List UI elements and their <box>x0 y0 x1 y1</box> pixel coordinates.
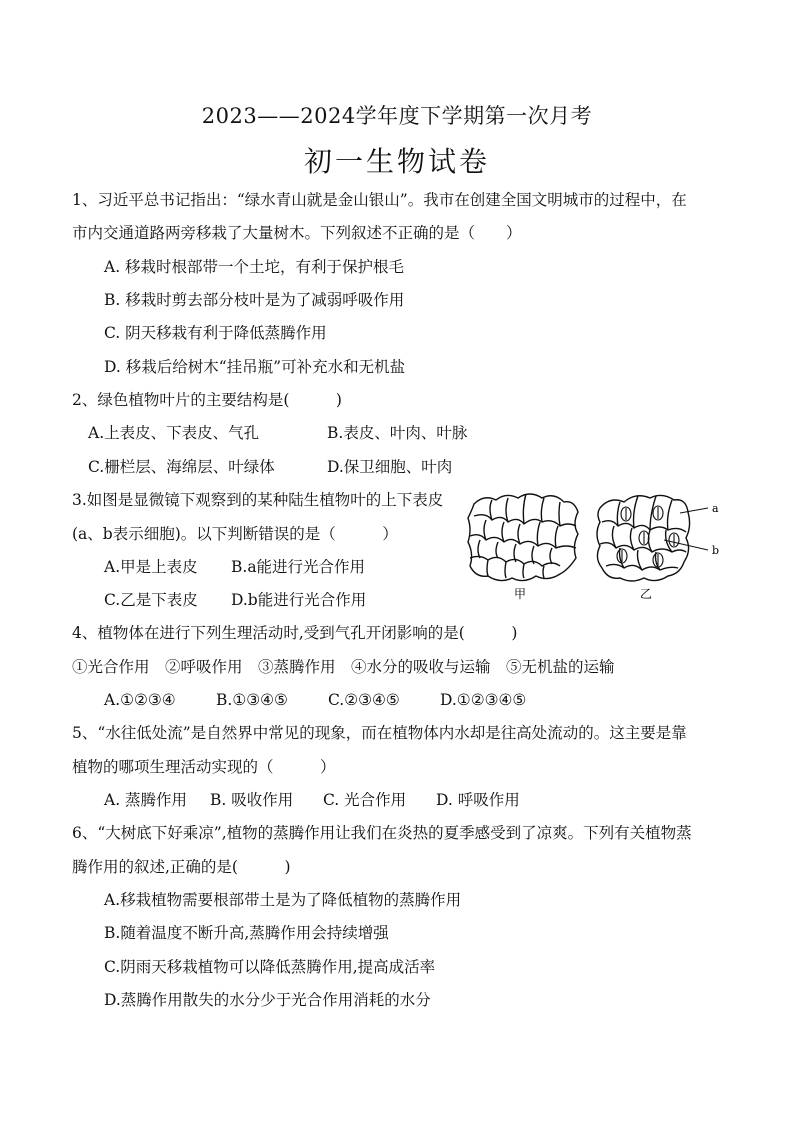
q6-option-a: A.移栽植物需要根部带土是为了降低植物的蒸腾作用 <box>104 891 462 909</box>
q1-option-c: C. 阴天移栽有利于降低蒸腾作用 <box>104 324 327 342</box>
q3-stem-line1: 3.如图是显微镜下观察到的某种陆生植物叶的上下表皮 <box>72 491 444 509</box>
q6-option-d: D.蒸腾作用散失的水分少于光合作用消耗的水分 <box>104 991 431 1009</box>
exam-title: 2023——2024学年度下学期第一次月考 <box>201 104 593 128</box>
q6-option-c: C.阴雨天移栽植物可以降低蒸腾作用,提高成活率 <box>104 958 436 976</box>
q5-option-b: B. 吸收作用 <box>210 791 294 809</box>
q2-option-d: D.保卫细胞、叶肉 <box>327 458 453 476</box>
q5-option-d: D. 呼吸作用 <box>436 791 520 809</box>
figure-label-yi: 乙 <box>639 587 653 601</box>
q1-stem-line2: 市内交通道路两旁移栽了大量树木。下列叙述不正确的是（ ） <box>72 224 522 242</box>
q3-option-c: C.乙是下表皮 <box>104 591 198 609</box>
upper-epidermis-cells <box>468 494 578 581</box>
q1-option-a: A. 移栽时根部带一个土坨，有利于保护根毛 <box>104 258 405 276</box>
q2-option-a: A.上表皮、下表皮、气孔 <box>88 424 260 442</box>
lower-epidermis-cells <box>597 495 690 581</box>
q5-stem-line1: 5、“水往低处流”是自然界中常见的现象，而在植物体内水却是往高处流动的。这主要是靠 <box>72 724 687 742</box>
figure-label-jia: 甲 <box>513 587 527 601</box>
q2-option-b: B.表皮、叶肉、叶脉 <box>327 424 468 442</box>
q1-stem-line1: 1、习近平总书记指出：“绿水青山就是金山银山”。我市在创建全国文明城市的过程中，在 <box>72 191 687 209</box>
exam-subtitle: 初一生物试卷 <box>303 145 490 178</box>
q4-option-d: D.①②③④⑤ <box>440 691 527 709</box>
q3-option-d: D.b能进行光合作用 <box>231 591 367 609</box>
q2-option-c: C.栅栏层、海绵层、叶绿体 <box>88 458 275 476</box>
q4-option-a: A.①②③④ <box>104 691 176 709</box>
figure-marker-a: a <box>712 502 719 515</box>
q6-stem-line1: 6、“大树底下好乘凉”,植物的蒸腾作用让我们在炎热的夏季感受到了凉爽。下列有关植物蒸 <box>72 824 692 842</box>
q4-stem: 4、植物体在进行下列生理活动时,受到气孔开闭影响的是( ) <box>72 624 518 642</box>
q5-option-c: C. 光合作用 <box>323 791 407 809</box>
q1-option-d: D. 移栽后给树木“挂吊瓶”可补充水和无机盐 <box>104 358 406 376</box>
q5-stem-line2: 植物的哪项生理活动实现的（ ） <box>72 758 336 776</box>
figure-marker-b: b <box>712 544 720 557</box>
q3-option-b: B.a能进行光合作用 <box>231 558 366 576</box>
q4-option-b: B.①③④⑤ <box>216 691 288 709</box>
q3-option-a: A.甲是上表皮 <box>104 558 198 576</box>
q4-option-c: C.②③④⑤ <box>328 691 400 709</box>
q6-stem-line2: 腾作用的叙述,正确的是( ) <box>72 858 291 876</box>
q3-stem-line2: (a、b表示细胞)。以下判断错误的是（ ） <box>72 525 398 543</box>
q1-option-b: B. 移栽时剪去部分枝叶是为了减弱呼吸作用 <box>104 291 405 309</box>
q4-items: ①光合作用 ②呼吸作用 ③蒸腾作用 ④水分的吸收与运输 ⑤无机盐的运输 <box>72 658 615 676</box>
leaf-epidermis-figure <box>460 486 750 606</box>
q5-option-a: A. 蒸腾作用 <box>104 791 188 809</box>
q6-option-b: B.随着温度不断升高,蒸腾作用会持续增强 <box>104 924 389 942</box>
q2-stem: 2、绿色植物叶片的主要结构是( ) <box>72 391 342 409</box>
